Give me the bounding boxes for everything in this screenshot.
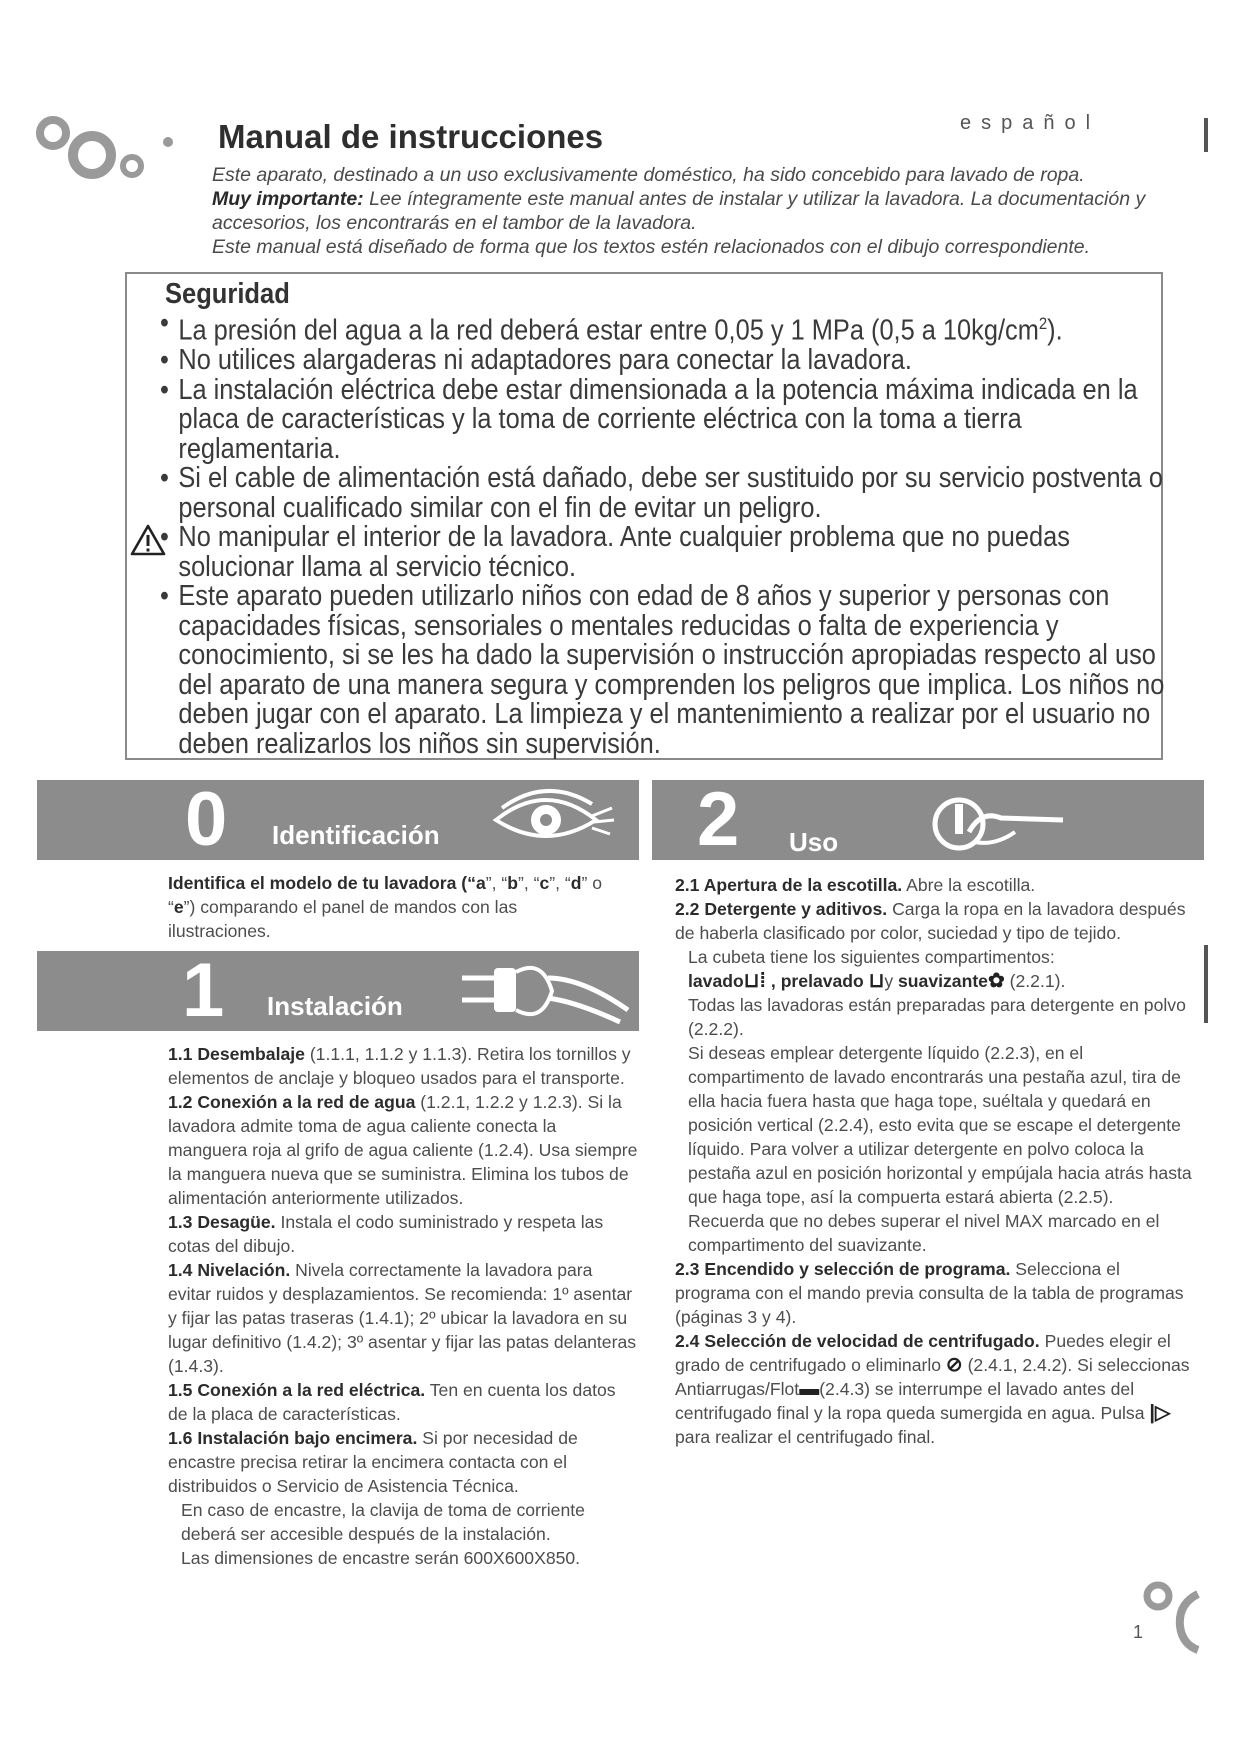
model-c: c: [539, 873, 550, 893]
safety-title: Seguridad: [165, 278, 290, 310]
model-a: a: [475, 873, 486, 893]
section-0-body: [168, 871, 618, 943]
text-bold: Identifica el modelo de tu lavadora (“: [168, 873, 476, 893]
knob-hand-icon: [925, 792, 1065, 856]
no-spin-icon: ⊘: [945, 1354, 963, 1376]
brand-logo-icon: [36, 110, 186, 200]
section-2-title: Uso: [789, 827, 839, 857]
subsection-heading: 1.2 Conexión a la red de agua: [168, 1092, 416, 1112]
warning-icon: [130, 524, 166, 556]
section-2-2-text: Todas las lavadoras están preparadas para detergente en polvo (2.2.2).: [688, 995, 1186, 1039]
text: ”, “: [485, 873, 508, 893]
text: ”, “: [518, 873, 540, 893]
safety-item: • No manipular el interior de la lavadora. Ante cualquier problema que no puedas solucionar llama al servicio técnico.: [160, 523, 1175, 582]
eye-icon: [488, 786, 618, 854]
subsection-heading: 2.3 Encendido y selección de programa.: [675, 1259, 1011, 1279]
model-b: b: [507, 873, 518, 893]
edge-mark: [1204, 118, 1208, 152]
model-e: e: [173, 897, 184, 917]
page-number: 1: [1133, 1622, 1144, 1642]
intro-text: [212, 163, 1172, 259]
subsection-text: Instala el codo suministrado y respeta las cotas del dibujo.: [168, 1212, 604, 1256]
page-title: Manual de instrucciones: [218, 118, 604, 155]
subsection-heading: 1.3 Desagüe.: [168, 1212, 276, 1232]
lavado-label: lavado: [688, 971, 744, 991]
separator: ,: [766, 971, 781, 991]
subsection-text: Carga la ropa en la lavadora después de haberla clasificado por color, suciedad y tipo de tejido.: [675, 899, 1186, 943]
section-2-2-text: Si deseas emplear detergente líquido (2.2.3), en el compartimento de lavado encontrarás una pestaña azul, tira de ella hacia fuera hasta que haga tope, suéltala y quedará en posición vertical (2.2.4), esto evita que se escape el detergente líquido. Para volver a utilizar detergente en polvo coloca la pestaña azul en posición horizontal y empújala hacia atrás hasta que haga tope, así la compuerta estará abierta (2.2.5).: [688, 1043, 1192, 1207]
plug-icon: [452, 958, 632, 1024]
section-1-6: [168, 1426, 638, 1498]
section-2-1: [675, 873, 1195, 897]
safety-item: [160, 309, 1175, 346]
subsection-text: para realizar el centrifugado final.: [675, 1427, 936, 1447]
section-1-6-note: En caso de encastre, la clavija de toma de corriente deberá ser accesible después de la instalación.: [181, 1500, 585, 1544]
subsection-heading: 1.4 Nivelación.: [168, 1260, 291, 1280]
safety-item-text: ).: [1047, 314, 1063, 347]
conjunction: y: [884, 971, 894, 991]
safety-item: • La instalación eléctrica debe estar dimensionada a la potencia máxima indicada en la placa de características y la toma de corriente eléctrica con la toma a tierra reglamentaria.: [160, 376, 1175, 465]
safety-list: [160, 309, 1175, 759]
section-2-3: [675, 1257, 1195, 1329]
safety-item: • No utilices alargaderas ni adaptadores para conectar la lavadora.: [160, 346, 1175, 376]
section-2-2: [675, 897, 1195, 945]
section-0-number: 0: [185, 777, 228, 862]
suavizante-label: suavizante: [898, 971, 988, 991]
prelavado-label: prelavado: [780, 971, 864, 991]
edge-mark: [1204, 945, 1208, 1023]
section-2-body: [675, 873, 1195, 1449]
reference: (2.2.1).: [1004, 971, 1066, 991]
subsection-heading: 2.4 Selección de velocidad de centrifugado.: [675, 1331, 1040, 1351]
subsection-text: Ten en cuenta los datos de la placa de características.: [168, 1380, 616, 1424]
superscript: 2: [1038, 314, 1048, 333]
subsection-text: Abre la escotilla.: [902, 875, 1036, 895]
important-text: Lee íntegramente este manual antes de instalar y utilizar la lavadora. La documentación y accesorios, los encontrarás en el tambor de la lavadora.: [212, 188, 1146, 234]
section-2-number: 2: [697, 777, 740, 862]
subsection-text: (1.2.1, 1.2.2 y 1.2.3). Si la lavadora admite toma de agua caliente conecta la manguera roja al grifo de agua caliente (1.2.4). Usa siempre la manguera nueva que se suministra. Elimina los tubos de alimentación anteriormente utilizados.: [168, 1092, 638, 1208]
section-0-title: Identificación: [272, 820, 440, 850]
section-1-number: 1: [182, 948, 225, 1033]
safety-item-text: La presión del agua a la red deberá estar entre 0,05 y 1 MPa (0,5 a 10kg/cm: [178, 314, 1039, 347]
safety-item: • Este aparato pueden utilizarlo niños con edad de 8 años y superior y personas con capacidades físicas, sensoriales o mentales reducidas o falta de experiencia y conocimiento, si se les ha dado la supervisión o instrucción apropiadas respecto al uso del aparato de una manera segura y comprenden los peligros que implica. Los niños no deben jugar con el aparato. La limpieza y el mantenimiento a realizar por el usuario no deben realizarlos los niños sin supervisión.: [160, 582, 1175, 759]
brand-logo-corner-icon: [1140, 1576, 1200, 1656]
intro-line: Este manual está diseñado de forma que los textos estén relacionados con el dibujo correspondiente.: [212, 236, 1091, 258]
subsection-text: Nivela correctamente la lavadora para evitar ruidos y desplazamientos. Se recomienda: 1º asentar y fijar las patas traseras (1.4.1); 2º ubicar la lavadora en su lugar definitivo (1.4.2); 3º asentar y fijar las patas delanteras (1.4.3).: [168, 1260, 637, 1376]
compartments-line: [675, 969, 1195, 993]
section-1-5: [168, 1378, 638, 1426]
text: ”, “: [549, 873, 571, 893]
subsection-heading: 1.5 Conexión a la red eléctrica.: [168, 1380, 426, 1400]
subsection-text: Si por necesidad de encastre precisa retirar la encimera contacta con el distribuidos o Servicio de Asistencia Técnica.: [168, 1428, 578, 1496]
section-1-2: [168, 1090, 638, 1210]
section-1-title: Instalación: [267, 991, 403, 1021]
start-pause-icon: |▷: [1149, 1402, 1171, 1424]
subsection-heading: 2.1 Apertura de la escotilla.: [675, 875, 903, 895]
intro-line: Este aparato, destinado a un uso exclusivamente doméstico, ha sido concebido para lavado de ropa.: [212, 164, 1085, 186]
section-1-3: [168, 1210, 638, 1258]
subsection-text: (2.4.3) se interrumpe el lavado antes del centrifugado final y la ropa queda sumergida en agua. Pulsa: [675, 1379, 1150, 1423]
subsection-heading: 1.1 Desembalaje: [168, 1044, 305, 1064]
softener-flower-icon: ✿: [987, 970, 1005, 992]
section-1-1: [168, 1042, 638, 1090]
subsection-text: (2.4.1, 2.4.2). Si seleccionas Antiarrugas/Flot: [675, 1355, 1190, 1399]
model-d: d: [570, 873, 582, 893]
intro-important: [212, 187, 1172, 235]
text: ”) comparando el panel de mandos con las ilustraciones.: [168, 897, 518, 941]
section-2-4: [675, 1329, 1195, 1449]
section-2-2-text: La cubeta tiene los siguientes compartimentos:: [688, 947, 1055, 967]
section-2-2-text: Recuerda que no debes superar el nivel MAX marcado en el compartimento del suavizante.: [688, 1211, 1160, 1255]
subsection-heading: 2.2 Detergente y aditivos.: [675, 899, 888, 919]
language-label: español: [960, 112, 1101, 134]
safety-item: • Si el cable de alimentación está dañado, debe ser sustituido por su servicio postventa o personal cualificado similar con el fin de evitar un peligro.: [160, 464, 1175, 523]
subsection-heading: 1.6 Instalación bajo encimera.: [168, 1428, 418, 1448]
wash-compartment-icon: ⊔⁞: [743, 970, 767, 992]
section-1-body: [168, 1042, 638, 1570]
subsection-text: Puedes elegir el grado de centrifugado o eliminarlo: [675, 1331, 1171, 1375]
prewash-compartment-icon: ⊔: [868, 970, 885, 992]
text: ” o “: [168, 873, 603, 917]
section-1-4: [168, 1258, 638, 1378]
section-0-text: [168, 871, 618, 943]
rinse-hold-icon: ▬: [799, 1378, 820, 1400]
subsection-text: (1.1.1, 1.1.2 y 1.1.3). Retira los tornillos y elementos de anclaje y bloqueo usados para el transporte.: [168, 1044, 631, 1088]
subsection-text: Selecciona el programa con el mando previa consulta de la tabla de programas (páginas 3 y 4).: [675, 1259, 1184, 1327]
important-label: Muy importante:: [212, 188, 364, 210]
section-1-6-note: Las dimensiones de encastre serán 600X600X850.: [181, 1548, 581, 1568]
